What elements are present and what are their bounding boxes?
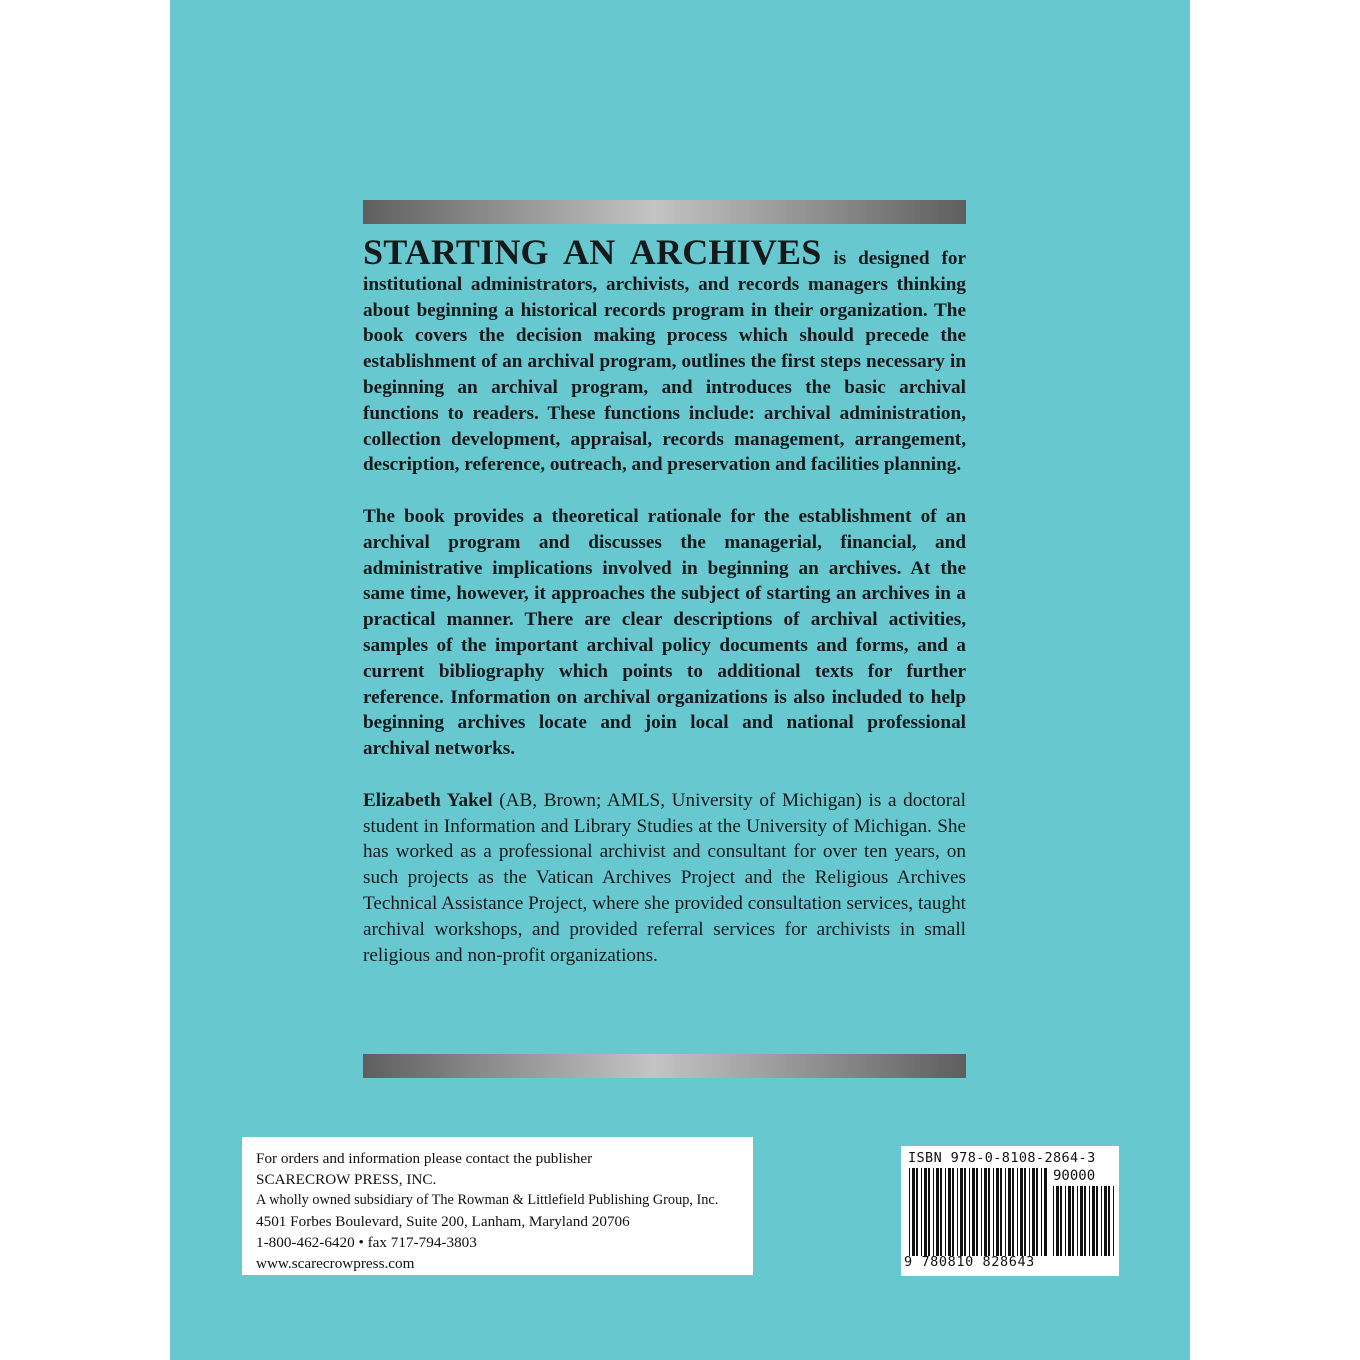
author-bio-paragraph [363,788,966,969]
isbn-number: ISBN 978-0-8108-2864-3 [908,1150,1096,1166]
author-name: Elizabeth Yakel [363,789,493,811]
author-bio-text: (AB, Brown; AMLS, University of Michigan) is a doctoral student in Information and Library Studies at the University of Michigan. She has worked as a professional archivist and consultant for over ten years, on such projects as the Vatican Archives Project and the Religious Archives Technical Assistance Project, where she provided consultation services, taught archival workshops, and provided referral services for archivists in small religious and non-profit organizations. [363,789,967,966]
publisher-website: www.scarecrowpress.com [256,1255,415,1272]
orders-line: For orders and information please contact the publisher [256,1150,593,1167]
description-paragraph [363,232,966,478]
rationale-paragraph: The book provides a theoretical rationale for the establishment of an archival program and discusses the managerial, financial, and administrative implications involved in beginning an archives. At the same time, however, it approaches the subject of starting an archives in a practical manner. There are clear descriptions of archival activities, samples of the important archival policy documents and forms, and a current bibliography which points to additional texts for further reference. Information on archival organizations is also included to help beginning archives locate and join local and national professional archival networks. [363,505,966,760]
cover-blurb [363,232,967,994]
publisher-phone: 1-800-462-6420 • fax 717-794-3803 [256,1234,477,1251]
isbn-barcode-box [901,1146,1119,1276]
publisher-name: SCARECROW PRESS, INC. [256,1171,437,1188]
bottom-decorative-bar [363,1054,966,1078]
subsidiary-line: A wholly owned subsidiary of The Rowman & Littlefield Publishing Group, Inc. [256,1192,719,1208]
description-text: is designed for institutional administrators, archivists, and records managers thinking about beginning a historical records program in their organization. The book covers the decision making process which should precede the establishment of an archival program, outlines the first steps necessary in beginning an archival program, and introduces the basic archival functions to readers. These functions include: archival administration, collection development, appraisal, records management, arrangement, description, reference, outreach, and preservation and facilities planning. [363,248,966,476]
publisher-info-box [242,1137,753,1275]
book-title: STARTING AN ARCHIVES [363,232,822,272]
barcode-digits: 9 780810 828643 [904,1254,1035,1270]
price-code: 90000 [1053,1168,1096,1184]
publisher-address: 4501 Forbes Boulevard, Suite 200, Lanham, Maryland 20706 [256,1213,630,1230]
top-decorative-bar [363,200,966,224]
